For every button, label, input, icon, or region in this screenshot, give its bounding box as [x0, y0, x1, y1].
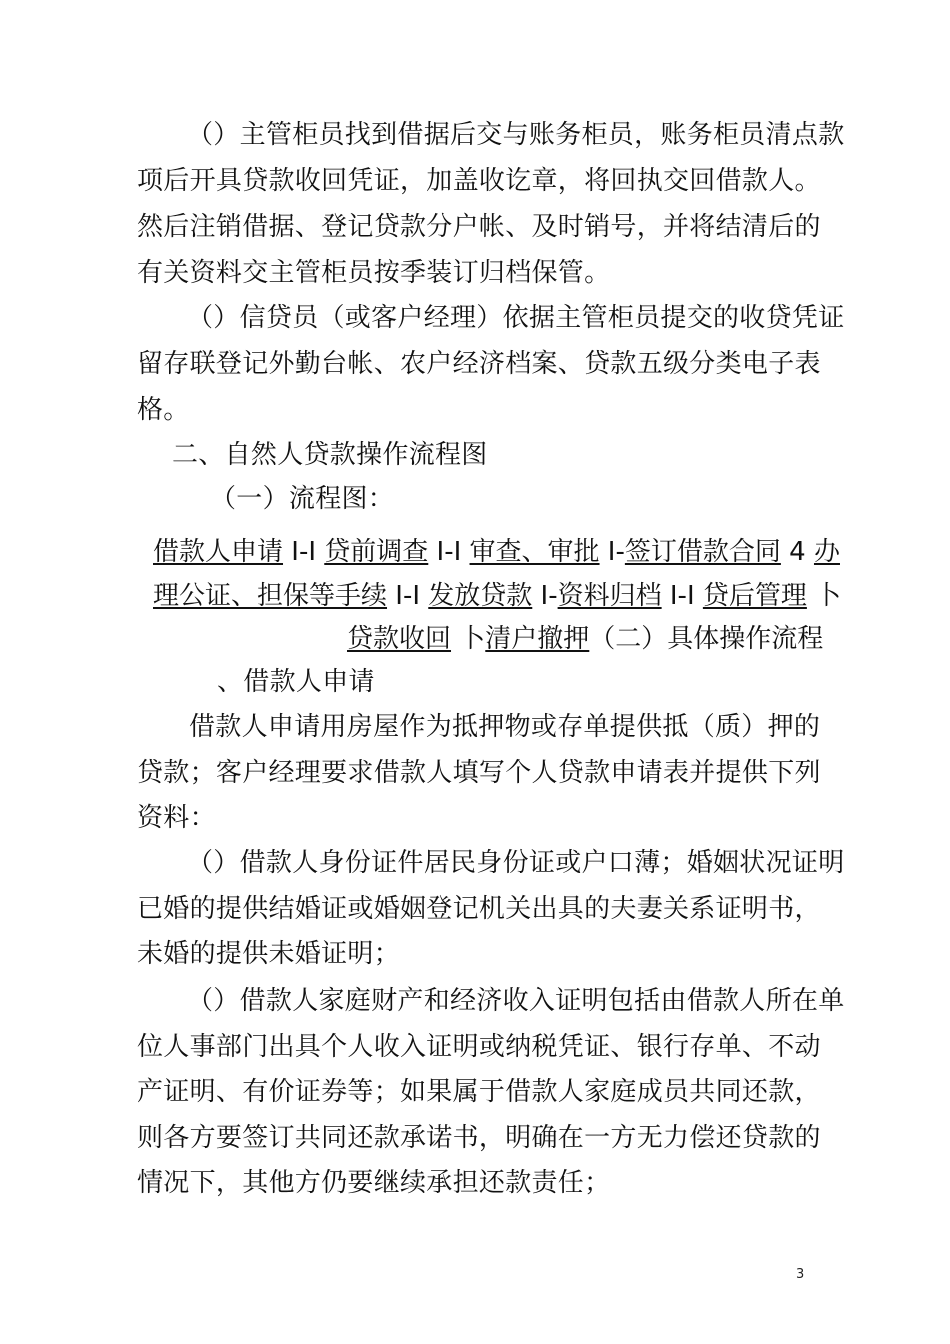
p5-line-3: 产证明、有价证券等；如果属于借款人家庭成员共同还款，	[137, 1077, 821, 1107]
flowchart-line-1	[153, 534, 840, 570]
flow-sep: 4	[780, 537, 814, 567]
subsection-heading-flowchart: （一）流程图：	[210, 484, 395, 514]
flow-sep: I-I	[661, 581, 703, 611]
flowchart-line-3	[347, 621, 823, 657]
p2-line-3: 格。	[137, 395, 190, 425]
page-number: 3	[796, 1267, 805, 1282]
flow-step-disburse: 发放贷款	[428, 581, 533, 611]
flow-sep: I-	[599, 537, 625, 567]
flow-sep: I-	[532, 581, 558, 611]
p1-line-1: （）主管柜员找到借据后交与账务柜员，账务柜员清点款	[187, 120, 845, 150]
flow-step-review: 审查、审批	[469, 537, 600, 567]
p2-line-1: （）信贷员（或客户经理）依据主管柜员提交的收贷凭证	[187, 303, 845, 333]
subsection-heading-detail: （二）具体操作流程	[589, 624, 824, 654]
flow-step-post-loan: 贷后管理	[702, 581, 807, 611]
flow-step-contract: 签订借款合同	[624, 537, 781, 567]
p4-line-2: 已婚的提供结婚证或婚姻登记机关出具的夫妻关系证明书，	[137, 894, 821, 924]
p3-line-3: 资料：	[137, 803, 216, 833]
flow-step-apply: 借款人申请	[153, 537, 284, 567]
p4-line-1: （）借款人身份证件居民身份证或户口薄；婚姻状况证明	[187, 848, 845, 878]
flow-step-procedures: 理公证、担保等手续	[153, 581, 388, 611]
p1-line-4: 有关资料交主管柜员按季装订归档保管。	[137, 258, 611, 288]
p5-line-4: 则各方要签订共同还款承诺书，明确在一方无力偿还贷款的	[137, 1123, 821, 1153]
flow-step-release: 清户撤押	[485, 624, 590, 654]
p5-line-5: 情况下，其他方仍要继续承担还款责任；	[137, 1168, 611, 1198]
flow-step-recover: 贷款收回	[347, 624, 452, 654]
p1-line-3: 然后注销借据、登记贷款分户帐、及时销号，并将结清后的	[137, 212, 821, 242]
flow-step-archive: 资料归档	[557, 581, 662, 611]
flowchart-line-2	[153, 578, 841, 614]
p4-line-3: 未婚的提供未婚证明；	[137, 939, 401, 969]
p2-line-2: 留存联登记外勤台帐、农户经济档案、贷款五级分类电子表	[137, 349, 821, 379]
flow-sep: 卜	[806, 581, 842, 611]
p3-line-1: 借款人申请用房屋作为抵押物或存单提供抵（质）押的	[189, 712, 821, 742]
p5-line-2: 位人事部门出具个人收入证明或纳税凭证、银行存单、不动	[137, 1032, 821, 1062]
p1-line-2: 项后开具贷款收回凭证，加盖收讫章，将回执交回借款人。	[137, 166, 821, 196]
flow-sep: I-I	[387, 581, 429, 611]
flow-step-handle-start: 办	[813, 537, 840, 567]
section-heading-2: 二、自然人贷款操作流程图	[172, 440, 488, 470]
p3-line-2: 贷款；客户经理要求借款人填写个人贷款申请表并提供下列	[137, 758, 821, 788]
p5-line-1: （）借款人家庭财产和经济收入证明包括由借款人所在单	[187, 986, 845, 1016]
flow-sep: I-I	[283, 537, 325, 567]
flow-sep: I-I	[428, 537, 470, 567]
flow-sep: 卜	[451, 624, 486, 654]
flow-step-investigation: 贷前调查	[324, 537, 429, 567]
item-heading-application: 、借款人申请	[217, 667, 375, 697]
